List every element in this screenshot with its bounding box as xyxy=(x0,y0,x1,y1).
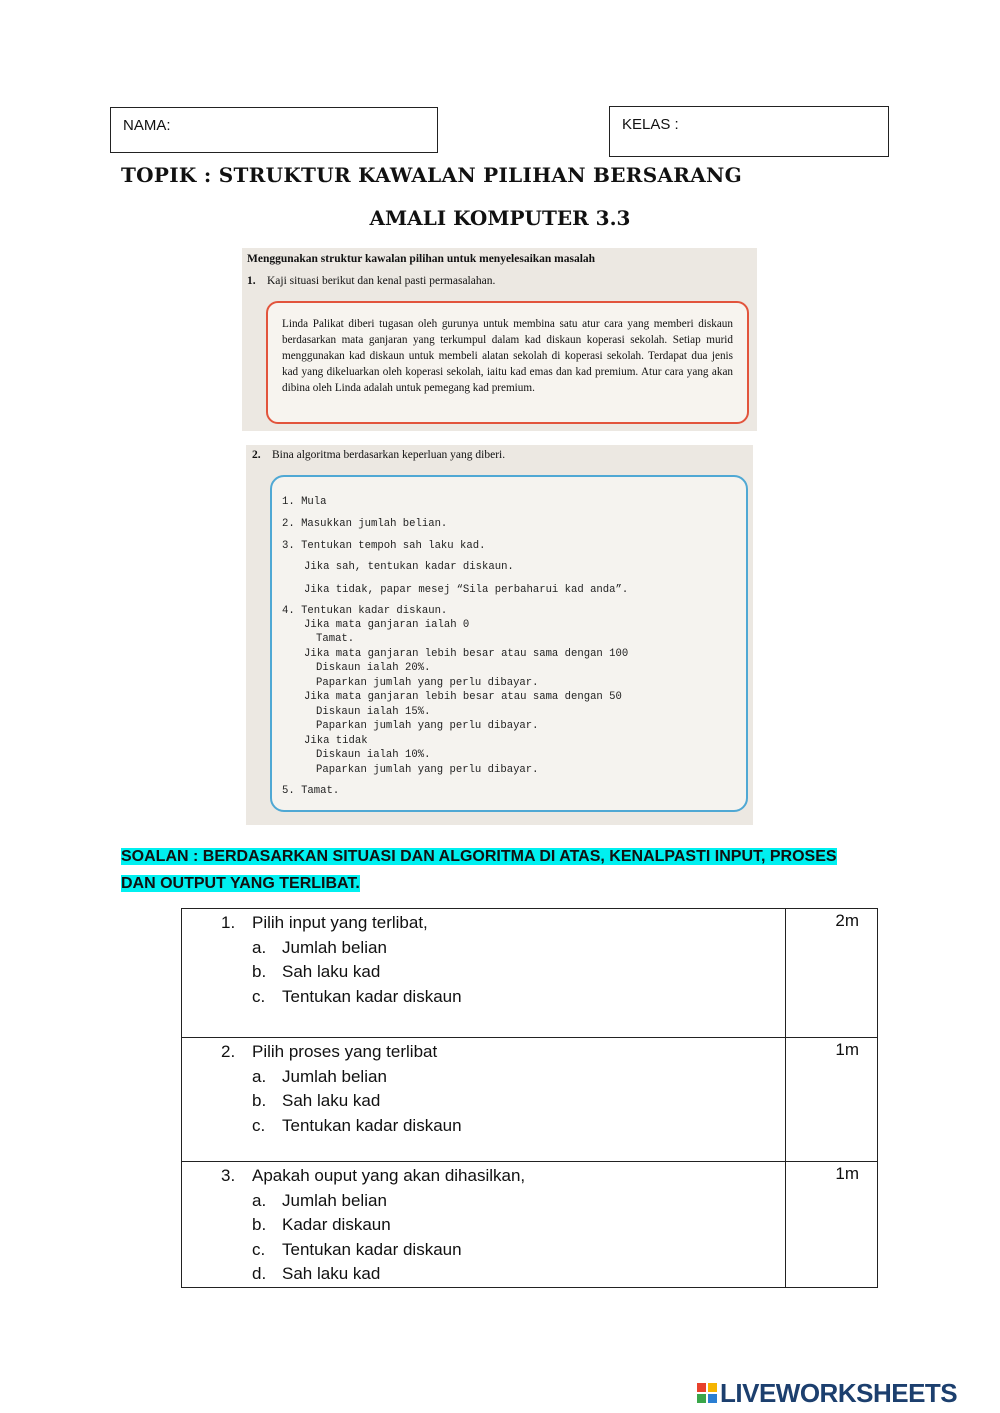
option-text: Tentukan kadar diskaun xyxy=(282,1115,462,1135)
option-letter: a. xyxy=(252,1190,267,1210)
class-field[interactable] xyxy=(609,106,889,157)
subtopic-title: AMALI KOMPUTER 3.3 xyxy=(369,206,631,230)
logo-square xyxy=(708,1383,717,1392)
question-instruction xyxy=(121,843,881,897)
option-letter: b. xyxy=(252,962,267,981)
question-number: 1. xyxy=(221,913,236,932)
question-label: Apakah ouput yang akan dihasilkan, xyxy=(252,1166,526,1185)
algorithm-line: Tamat. xyxy=(316,633,355,645)
algorithm-line: Jika mata ganjaran lebih besar atau sama dengan 50 xyxy=(304,691,622,703)
logo-text: LIVEWORKSHEETS xyxy=(720,1377,958,1408)
algorithm-line: Jika sah, tentukan kadar diskaun. xyxy=(304,561,514,573)
question-cell xyxy=(182,909,786,1038)
question-text xyxy=(221,1040,785,1065)
algorithm-line: Paparkan jumlah yang perlu dibayar. xyxy=(316,720,539,732)
scan-heading: Menggunakan struktur kawalan pilihan untuk menyelesaikan masalah xyxy=(247,253,596,265)
algorithm-line: 3. Tentukan tempoh sah laku kad. xyxy=(282,540,486,552)
answer-option[interactable] xyxy=(221,1189,785,1214)
scan-question-1-number: 1. xyxy=(247,275,256,287)
question-number: 3. xyxy=(221,1166,236,1185)
name-label: NAMA: xyxy=(123,117,171,134)
scan-question-2-number: 2. xyxy=(252,449,261,461)
algorithm-line: Jika tidak xyxy=(304,735,368,747)
table-row xyxy=(182,1162,878,1288)
logo-square xyxy=(708,1394,717,1403)
option-letter: c. xyxy=(252,986,266,1006)
question-text xyxy=(221,911,785,936)
question-label: Pilih proses yang terlibat xyxy=(252,1042,438,1061)
instruction-line-2: DAN OUTPUT YANG TERLIBAT. xyxy=(121,875,360,892)
algorithm-line: 1. Mula xyxy=(282,496,327,508)
liveworksheets-logo xyxy=(697,1378,957,1408)
question-text xyxy=(221,1164,785,1189)
scan-question-1 xyxy=(247,275,495,287)
marks-cell: 1m xyxy=(786,1162,878,1288)
algorithm-line: Paparkan jumlah yang perlu dibayar. xyxy=(316,764,539,776)
option-letter: b. xyxy=(252,1215,267,1234)
option-text: Tentukan kadar diskaun xyxy=(282,986,462,1006)
marks-cell: 1m xyxy=(786,1038,878,1162)
algorithm-line: 5. Tamat. xyxy=(282,785,340,797)
table-row xyxy=(182,1038,878,1162)
question-cell xyxy=(182,1162,786,1288)
situation-box: Linda Palikat diberi tugasan oleh gurunya untuk membina satu atur cara yang memberi diskaun berdasarkan mata ganjaran yang terkumpul dalam kad diskaun koperasi sekolah. Setiap murid menggunakan kad diskaun untuk membeli alatan sekolah di koperasi sekolah. Terdapat dua jenis kad yang dikeluarkan oleh koperasi sekolah, iaitu kad emas dan kad premium. Atur cara yang akan dibina oleh Linda adalah untuk pemegang kad premium. xyxy=(266,301,749,424)
table-row xyxy=(182,909,878,1038)
option-letter: c. xyxy=(252,1239,266,1259)
option-letter: a. xyxy=(252,937,267,957)
question-label: Pilih input yang terlibat, xyxy=(252,913,428,932)
marks-cell: 2m xyxy=(786,909,878,1038)
answer-option[interactable] xyxy=(221,1238,785,1263)
option-text: Sah laku kad xyxy=(282,962,381,981)
algorithm-line: Jika tidak, papar mesej “Sila perbaharui kad anda”. xyxy=(304,584,629,596)
option-letter: c. xyxy=(252,1115,266,1135)
question-number: 2. xyxy=(221,1042,236,1061)
textbook-scan-algorithm xyxy=(246,445,753,825)
option-text: Tentukan kadar diskaun xyxy=(282,1239,462,1259)
topic-title: TOPIK : STRUKTUR KAWALAN PILIHAN BERSARANG xyxy=(121,163,742,187)
algorithm-line: Diskaun ialah 15%. xyxy=(316,706,431,718)
instruction-line-1: SOALAN : BERDASARKAN SITUASI DAN ALGORITMA DI ATAS, KENALPASTI INPUT, PROSES xyxy=(121,848,837,865)
option-letter: d. xyxy=(252,1264,267,1283)
algorithm-line: 2. Masukkan jumlah belian. xyxy=(282,518,448,530)
algorithm-line: Diskaun ialah 20%. xyxy=(316,662,431,674)
scan-question-1-text: Kaji situasi berikut dan kenal pasti permasalahan. xyxy=(267,275,496,287)
option-text: Jumlah belian xyxy=(282,1066,387,1086)
algorithm-line: Diskaun ialah 10%. xyxy=(316,749,431,761)
class-label: KELAS : xyxy=(622,116,679,133)
option-text: Jumlah belian xyxy=(282,937,387,957)
textbook-scan-situation xyxy=(242,248,757,431)
answer-option[interactable] xyxy=(221,1213,785,1238)
answer-option[interactable] xyxy=(221,1065,785,1090)
algorithm-box xyxy=(270,475,748,812)
question-cell xyxy=(182,1038,786,1162)
answer-option[interactable] xyxy=(221,1262,785,1287)
answer-option[interactable] xyxy=(221,1089,785,1114)
algorithm-line: Jika mata ganjaran lebih besar atau sama dengan 100 xyxy=(304,648,629,660)
algorithm-line: Jika mata ganjaran ialah 0 xyxy=(304,619,470,631)
answer-option[interactable] xyxy=(221,960,785,985)
answer-option[interactable] xyxy=(221,985,785,1010)
option-text: Kadar diskaun xyxy=(282,1215,391,1234)
algorithm-line: 4. Tentukan kadar diskaun. xyxy=(282,605,448,617)
logo-icon xyxy=(697,1383,717,1403)
option-letter: b. xyxy=(252,1091,267,1110)
name-field[interactable] xyxy=(110,107,438,153)
scan-question-2-text: Bina algoritma berdasarkan keperluan yang diberi. xyxy=(272,449,506,461)
scan-question-2 xyxy=(252,449,505,461)
questions-table xyxy=(181,908,878,1288)
option-text: Sah laku kad xyxy=(282,1264,381,1283)
option-text: Sah laku kad xyxy=(282,1091,381,1110)
option-letter: a. xyxy=(252,1066,267,1086)
answer-option[interactable] xyxy=(221,1114,785,1139)
algorithm-line: Paparkan jumlah yang perlu dibayar. xyxy=(316,677,539,689)
logo-square xyxy=(697,1383,706,1392)
option-text: Jumlah belian xyxy=(282,1190,387,1210)
logo-square xyxy=(697,1394,706,1403)
answer-option[interactable] xyxy=(221,936,785,961)
